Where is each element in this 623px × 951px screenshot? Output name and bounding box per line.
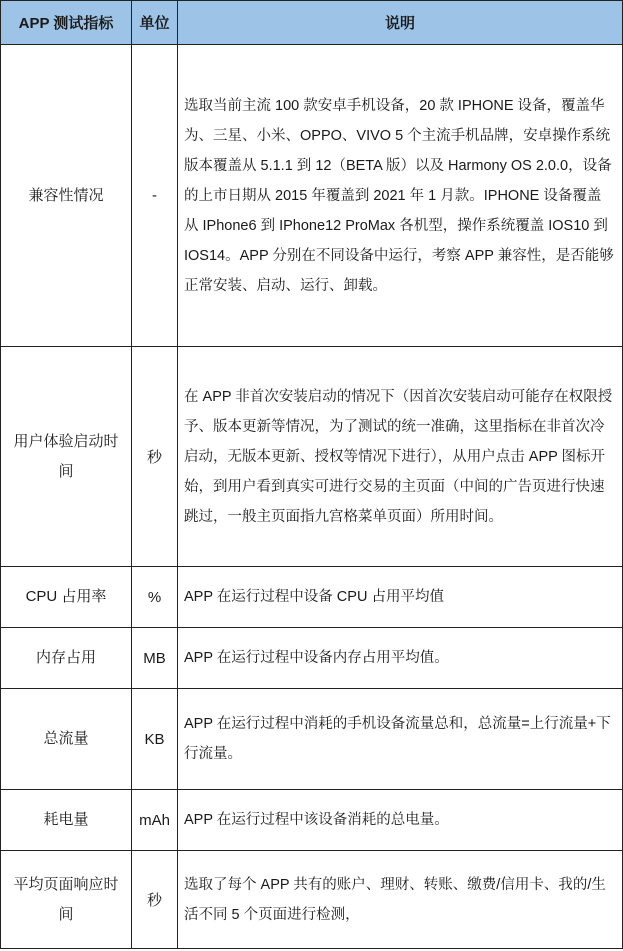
- unit-cell: KB: [132, 689, 178, 790]
- unit-cell: -: [132, 45, 178, 347]
- header-unit: 单位: [132, 1, 178, 45]
- metric-cell: 用户体验启动时间: [1, 347, 132, 567]
- metric-cell: 总流量: [1, 689, 132, 790]
- desc-cell: 在 APP 非首次安装启动的情况下（因首次安装启动可能存在权限授予、版本更新等情况，为了测试的统一准确，这里指标在非首次冷启动，无版本更新、授权等情况下进行），从用户点击 APP 图标开始，到用户看到真实可进行交易的主页面（中间的广告页进行快速跳过，一般主页面指九宫格菜单页面）所用时间。: [178, 347, 623, 567]
- unit-cell: MB: [132, 628, 178, 689]
- table-row: [1, 45, 623, 347]
- desc-cell: APP 在运行过程中设备 CPU 占用平均值: [178, 567, 623, 628]
- desc-cell: APP 在运行过程中消耗的手机设备流量总和，总流量=上行流量+下行流量。: [178, 689, 623, 790]
- metric-cell: 耗电量: [1, 790, 132, 851]
- unit-cell: %: [132, 567, 178, 628]
- table-row: [1, 851, 623, 949]
- unit-cell: 秒: [132, 851, 178, 949]
- header-row: [1, 1, 623, 45]
- unit-cell: 秒: [132, 347, 178, 567]
- table-row: [1, 567, 623, 628]
- table-row: [1, 790, 623, 851]
- metric-cell: 兼容性情况: [1, 45, 132, 347]
- header-desc: 说明: [178, 1, 623, 45]
- metric-cell: 内存占用: [1, 628, 132, 689]
- desc-cell: 选取当前主流 100 款安卓手机设备，20 款 IPHONE 设备，覆盖华为、三星、小米、OPPO、VIVO 5 个主流手机品牌，安卓操作系统版本覆盖从 5.1.1 到 12（BETA 版）以及 Harmony OS 2.0.0，设备的上市日期从 2015 年覆盖到 2021 年 1 月款。IPHONE 设备覆盖从 IPhone6 到 IPhone12 ProMax 各机型，操作系统覆盖 IOS10 到 IOS14。APP 分别在不同设备中运行，考察 APP 兼容性，是否能够正常安装、启动、运行、卸载。: [178, 45, 623, 347]
- metric-cell: CPU 占用率: [1, 567, 132, 628]
- metric-cell: 平均页面响应时间: [1, 851, 132, 949]
- table-row: [1, 347, 623, 567]
- desc-cell: APP 在运行过程中设备内存占用平均值。: [178, 628, 623, 689]
- header-metric: APP 测试指标: [1, 1, 132, 45]
- desc-cell: 选取了每个 APP 共有的账户、理财、转账、缴费/信用卡、我的/生活不同 5 个页面进行检测，: [178, 851, 623, 949]
- desc-cell: APP 在运行过程中该设备消耗的总电量。: [178, 790, 623, 851]
- table-row: [1, 628, 623, 689]
- table-row: [1, 689, 623, 790]
- unit-cell: mAh: [132, 790, 178, 851]
